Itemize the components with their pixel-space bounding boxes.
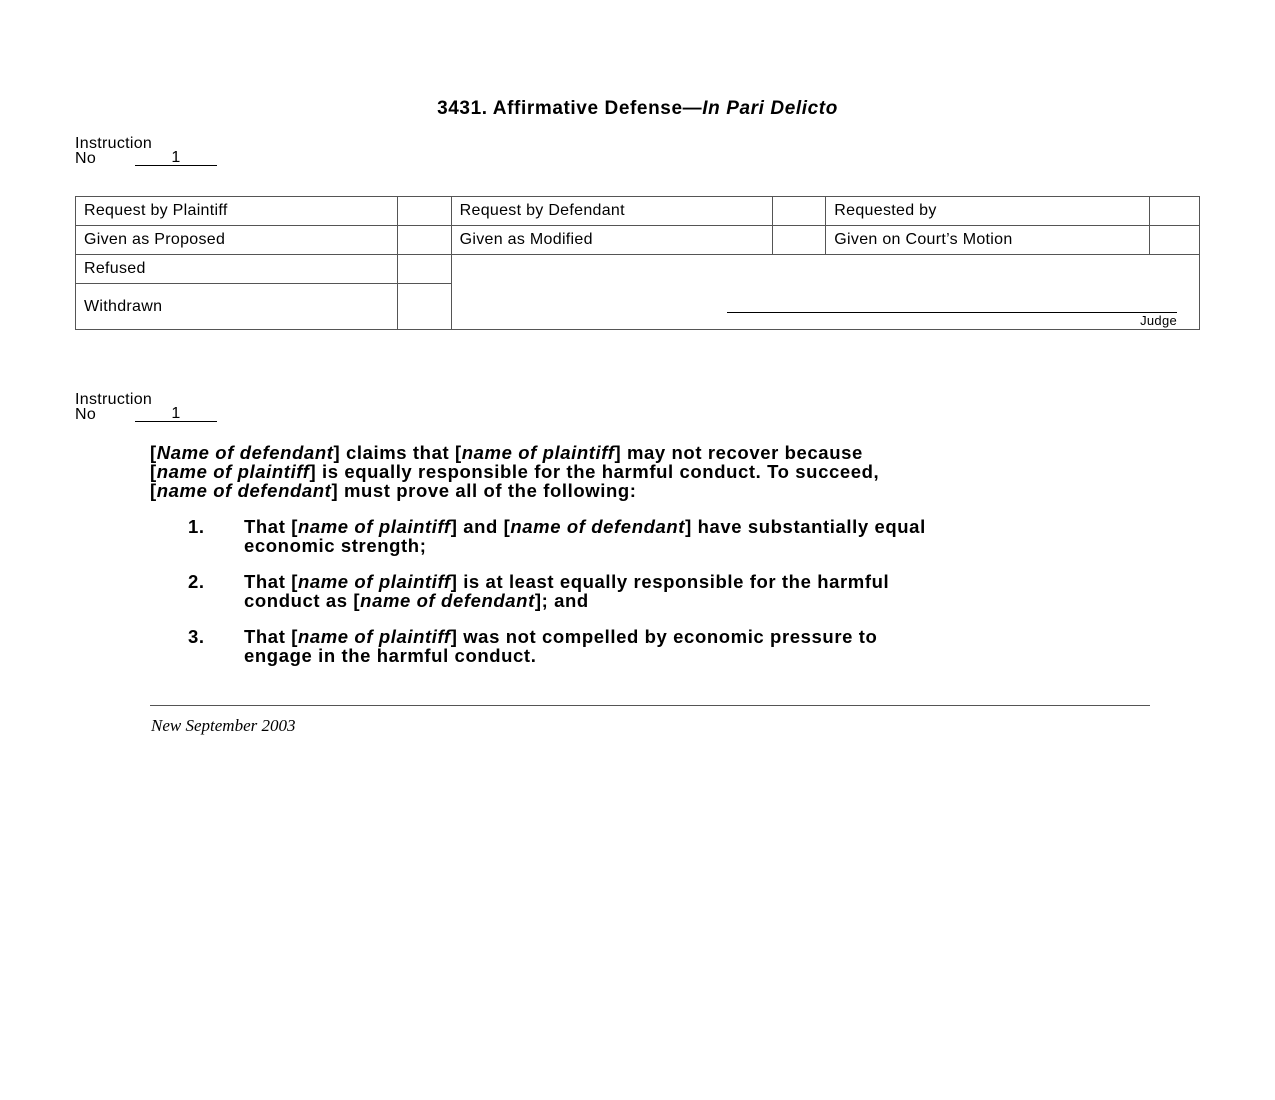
request-by-plaintiff-label: Request by Plaintiff — [76, 197, 398, 226]
refused-box[interactable] — [397, 255, 451, 284]
instruction-no-value-2: 1 — [135, 407, 217, 422]
instruction-number-bottom — [75, 392, 217, 422]
text-span: conduct as [ — [244, 590, 361, 611]
list-number: 2. — [188, 571, 205, 592]
given-as-modified-label: Given as Modified — [451, 226, 773, 255]
judge-signature-line[interactable] — [727, 312, 1177, 313]
instruction-number-top — [75, 136, 217, 166]
placeholder-defendant: Name of defendant — [156, 442, 334, 463]
page-title — [0, 98, 1275, 120]
footer-note: New September 2003 — [151, 716, 296, 735]
title-italic: In Pari Delicto — [702, 98, 838, 119]
placeholder-plaintiff: name of plaintiff — [297, 516, 451, 537]
given-as-modified-box[interactable] — [773, 226, 826, 255]
refused-label: Refused — [76, 255, 398, 284]
given-as-proposed-box[interactable] — [397, 226, 451, 255]
text-span: [ — [150, 461, 157, 482]
placeholder-plaintiff: name of plaintiff — [297, 571, 451, 592]
list-number: 3. — [188, 626, 205, 647]
list-item — [150, 627, 1110, 665]
text-span: ] claims that [ — [333, 442, 462, 463]
placeholder-defendant: name of defendant — [156, 480, 332, 501]
intro-paragraph — [150, 443, 1110, 500]
list-number: 1. — [188, 516, 205, 537]
text-span: ] was not compelled by economic pressure to — [450, 626, 878, 647]
withdrawn-box[interactable] — [397, 284, 451, 330]
text-span: [ — [150, 480, 157, 501]
requested-by-label: Requested by — [826, 197, 1150, 226]
instruction-label: Instruction — [75, 135, 153, 152]
given-on-courts-motion-box[interactable] — [1150, 226, 1200, 255]
text-span: ] and [ — [450, 516, 511, 537]
placeholder-defendant: name of defendant — [360, 590, 535, 611]
instruction-body — [150, 443, 1110, 665]
text-span: That [ — [244, 571, 298, 592]
text-span: [ — [150, 442, 157, 463]
withdrawn-label: Withdrawn — [76, 284, 398, 330]
text-span: That [ — [244, 626, 298, 647]
text-span: ] have substantially equal — [685, 516, 926, 537]
text-span: ] must prove all of the following: — [331, 480, 637, 501]
request-by-plaintiff-box[interactable] — [397, 197, 451, 226]
given-on-courts-motion-label: Given on Court’s Motion — [826, 226, 1150, 255]
list-item — [150, 572, 1110, 610]
placeholder-plaintiff: name of plaintiff — [297, 626, 451, 647]
footer-divider — [150, 705, 1150, 706]
requested-by-box[interactable] — [1150, 197, 1200, 226]
given-as-proposed-label: Given as Proposed — [76, 226, 398, 255]
no-label: No — [75, 150, 97, 167]
judge-signature-area — [451, 255, 1199, 330]
judge-label: Judge — [1140, 313, 1177, 328]
request-table — [75, 196, 1200, 330]
text-span: ] may not recover because — [614, 442, 863, 463]
list-item — [150, 517, 1110, 555]
no-label-2: No — [75, 406, 97, 423]
title-number: 3431. Affirmative Defense— — [437, 98, 703, 119]
text-span: ] is at least equally responsible for the harmful — [450, 571, 890, 592]
request-by-defendant-label: Request by Defendant — [451, 197, 773, 226]
text-span: ] is equally responsible for the harmful conduct. To succeed, — [309, 461, 880, 482]
text-span: That [ — [244, 516, 298, 537]
request-by-defendant-box[interactable] — [773, 197, 826, 226]
text-span: ]; and — [534, 590, 589, 611]
placeholder-defendant: name of defendant — [510, 516, 686, 537]
instruction-no-value: 1 — [135, 151, 217, 166]
placeholder-plaintiff: name of plaintiff — [461, 442, 615, 463]
text-span: engage in the harmful conduct. — [244, 645, 537, 666]
instruction-label-2: Instruction — [75, 391, 153, 408]
placeholder-plaintiff: name of plaintiff — [156, 461, 310, 482]
text-span: economic strength; — [244, 535, 427, 556]
